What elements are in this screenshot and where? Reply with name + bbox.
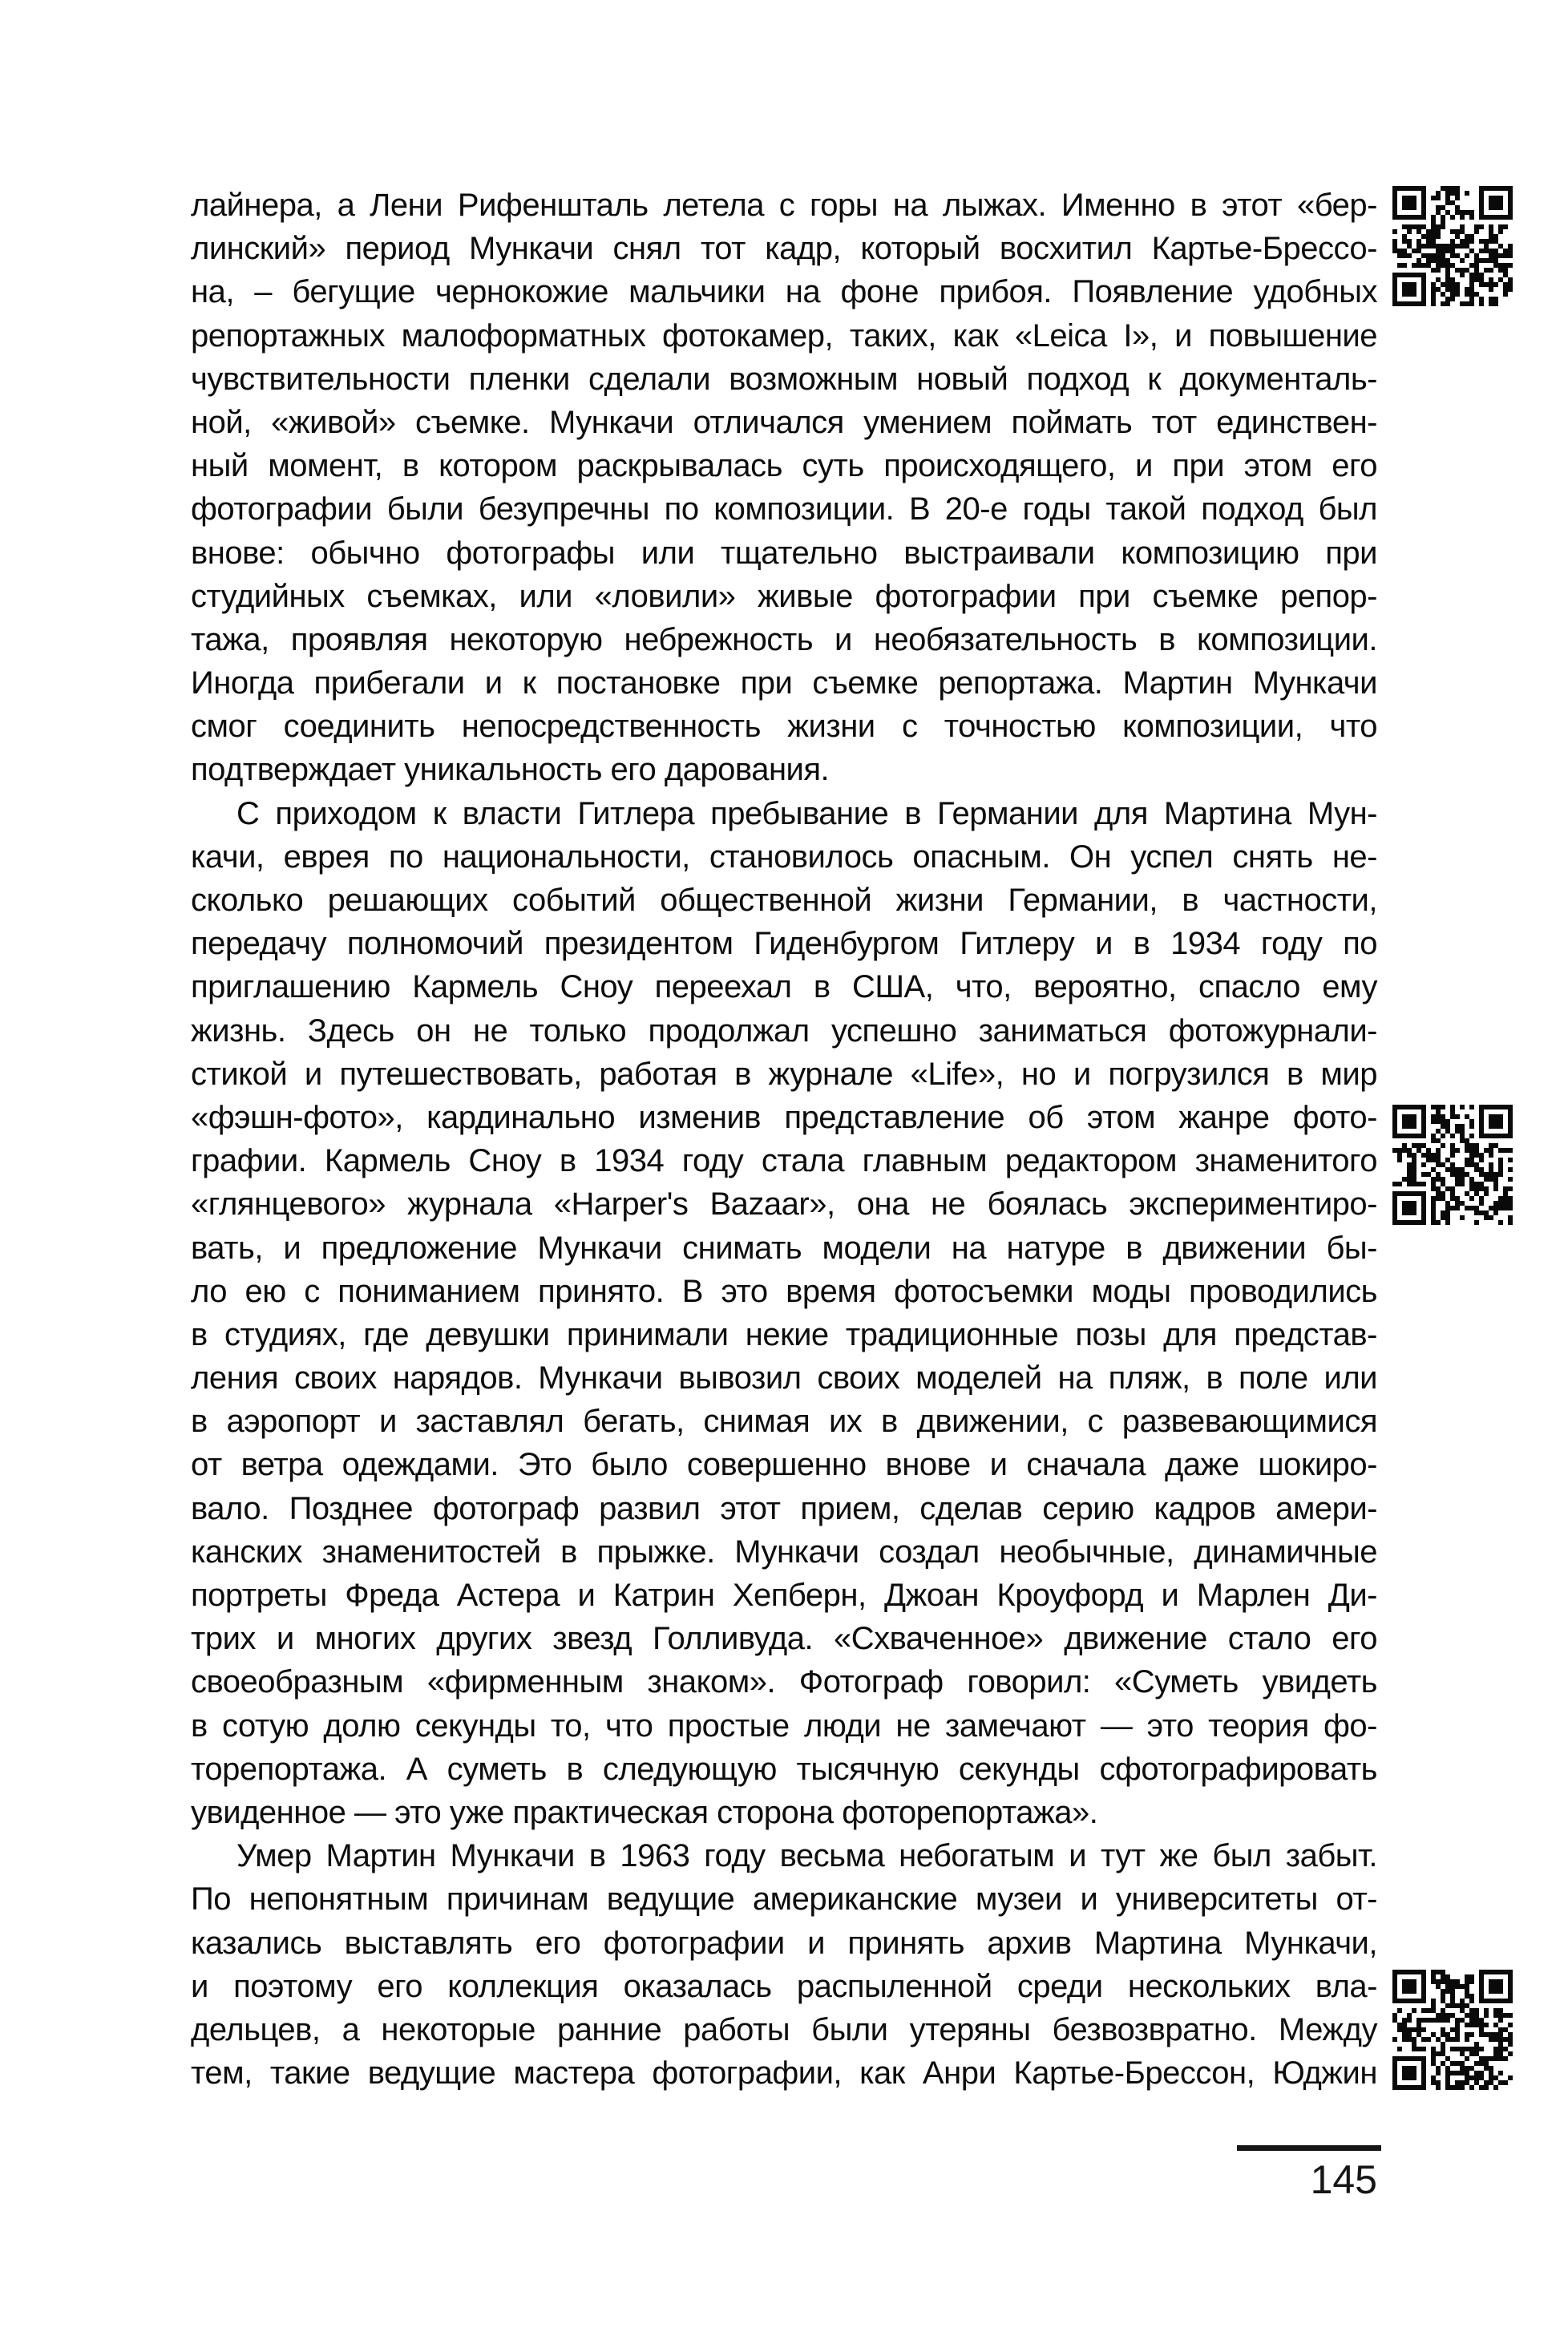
text-line-content: Умер Мартин Мункачи в 1963 году весьма небогатым и тут же был забыт. xyxy=(236,1838,1377,1874)
text-line-content: от ветра одеждами. Это было совершенно внове и сначала даже шокиро- xyxy=(191,1447,1377,1483)
text-line xyxy=(191,2051,1377,2095)
text-line-content: фотографии были безупречны по композиции. В 20-е годы такой подход был xyxy=(191,491,1377,527)
text-line-content: своеобразным «фирменным знаком». Фотограф говорил: «Суметь увидеть xyxy=(191,1664,1377,1700)
text-line xyxy=(191,575,1377,618)
text-line xyxy=(191,270,1377,313)
text-line xyxy=(191,661,1377,705)
text-line-content: графии. Кармель Сноу в 1934 году стала главным редактором знаменитого xyxy=(191,1143,1377,1179)
text-line xyxy=(191,358,1377,401)
text-line-content: в студиях, где девушки принимали некие традиционные позы для представ- xyxy=(191,1316,1377,1352)
text-line-content: «глянцевого» журнала «Harper's Bazaar», она не боялась экспериментиро- xyxy=(191,1186,1377,1223)
text-line xyxy=(191,531,1377,575)
text-line-content: ления своих нарядов. Мункачи вывозил своих моделей на пляж, в поле или xyxy=(191,1360,1377,1396)
text-line-content: жизнь. Здесь он не только продолжал успешно заниматься фотожурнали- xyxy=(191,1012,1377,1049)
text-line xyxy=(191,1617,1377,1660)
text-line xyxy=(191,1748,1377,1791)
text-line xyxy=(191,1313,1377,1356)
text-line xyxy=(191,1704,1377,1748)
text-line xyxy=(191,1922,1377,1965)
text-line-content: и поэтому его коллекция оказалась распыленной среди нескольких вла- xyxy=(191,1968,1377,2004)
text-line xyxy=(191,1877,1377,1921)
text-line-content: передачу полномочий президентом Гиденбургом Гитлеру и в 1934 году по xyxy=(191,926,1377,962)
text-line-content: в сотую долю секунды то, что простые люди не замечают — это теория фо- xyxy=(191,1708,1377,1744)
text-line-content: качи, еврея по национальности, становилось опасным. Он успел снять не- xyxy=(191,839,1377,875)
text-line-content: в аэропорт и заставлял бегать, снимая их в движении, с развевающимися xyxy=(191,1404,1377,1440)
text-line-content: ный момент, в котором раскрывалась суть происходящего, и при этом его xyxy=(191,448,1377,484)
text-line-content: портреты Фреда Астера и Катрин Хепберн, Джоан Кроуфорд и Марлен Ди- xyxy=(191,1578,1377,1613)
text-line xyxy=(191,1965,1377,2008)
text-line xyxy=(191,1574,1377,1617)
text-line-content: внове: обычно фотографы или тщательно выстраивали композицию при xyxy=(191,535,1377,571)
text-line-content: смог соединить непосредственность жизни с точностью композиции, что xyxy=(191,709,1377,745)
text-line xyxy=(191,2008,1377,2051)
text-line-content: репортажных малоформатных фотокамер, таких, как «Leica I», и повышение xyxy=(191,317,1377,354)
text-line-content: ной, «живой» съемке. Мункачи отличался умением поймать тот единствен- xyxy=(191,404,1377,440)
text-line xyxy=(191,748,1377,791)
text-line-content: студийных съемках, или «ловили» живые фотографии при съемке репор- xyxy=(191,578,1377,614)
text-line xyxy=(191,1139,1377,1182)
text-line-content: С приходом к власти Гитлера пребывание в Германии для Мартина Мун- xyxy=(236,795,1377,831)
qr-code-middle xyxy=(1392,1105,1513,1225)
text-line xyxy=(191,1660,1377,1704)
text-line xyxy=(191,1487,1377,1530)
text-line-content: казались выставлять его фотографии и принять архив Мартина Мункачи, xyxy=(191,1925,1377,1961)
text-line-content: приглашению Кармель Сноу переехал в США, что, вероятно, спасло ему xyxy=(191,969,1377,1005)
text-line-content: сколько решающих событий общественной жизни Германии, в частности, xyxy=(191,883,1377,918)
text-line-content: чувствительности пленки сделали возможным новый подход к документаль- xyxy=(191,361,1377,397)
text-line-content: ло ею с пониманием принято. В это время фотосъемки моды проводились xyxy=(191,1273,1377,1309)
text-line xyxy=(191,1530,1377,1574)
text-line-content: торепортажа. А суметь в следующую тысячную секунды сфотографировать xyxy=(191,1751,1377,1787)
page-text xyxy=(191,184,1377,2095)
text-line xyxy=(191,965,1377,1008)
text-line-content: По непонятным причинам ведущие американские музеи и университеты от- xyxy=(191,1881,1377,1918)
text-line xyxy=(191,487,1377,531)
text-line xyxy=(191,1834,1377,1877)
text-line xyxy=(191,314,1377,358)
text-line-content: лайнера, а Лени Рифеншталь летела с горы на лыжах. Именно в этот «бер- xyxy=(191,188,1377,223)
text-line xyxy=(191,1443,1377,1486)
text-line xyxy=(191,1009,1377,1053)
text-line-content: вало. Позднее фотограф развил этот прием, сделав серию кадров амери- xyxy=(191,1490,1377,1526)
text-line xyxy=(191,1356,1377,1400)
text-line xyxy=(191,922,1377,965)
text-line-content: трих и многих других звезд Голливуда. «Схваченное» движение стало его xyxy=(191,1621,1377,1657)
text-line xyxy=(191,1053,1377,1096)
text-line-content: дельцев, а некоторые ранние работы были утеряны безвозвратно. Между xyxy=(191,2011,1377,2047)
text-line xyxy=(191,705,1377,748)
page-number: 145 xyxy=(1310,2157,1377,2202)
text-line xyxy=(191,1400,1377,1443)
text-line-content: тажа, проявляя некоторую небрежность и необязательность в композиции. xyxy=(191,621,1377,657)
text-line xyxy=(191,1227,1377,1270)
text-line-content: подтверждает уникальность его дарования. xyxy=(191,752,830,788)
text-line-content: «фэшн-фото», кардинально изменив представление об этом жанре фото- xyxy=(191,1099,1377,1135)
footer-rule xyxy=(1237,2145,1381,2151)
text-line xyxy=(191,227,1377,270)
text-line xyxy=(191,1182,1377,1226)
text-line xyxy=(191,444,1377,487)
text-line-content: линский» период Мункачи снял тот кадр, который восхитил Картье-Брессо- xyxy=(191,231,1377,267)
text-line xyxy=(191,835,1377,879)
text-line-content: тем, такие ведущие мастера фотографии, как Анри Картье-Брессон, Юджин xyxy=(191,2055,1377,2092)
text-line xyxy=(191,792,1377,835)
text-line-content: канских знаменитостей в прыжке. Мункачи создал необычные, динамичные xyxy=(191,1534,1377,1570)
text-line xyxy=(191,1791,1377,1834)
text-line-content: на, – бегущие чернокожие мальчики на фоне прибоя. Появление удобных xyxy=(191,274,1377,310)
text-line-content: Иногда прибегали и к постановке при съемке репортажа. Мартин Мункачи xyxy=(191,665,1377,701)
text-line xyxy=(191,1270,1377,1313)
text-line xyxy=(191,184,1377,227)
qr-code-top xyxy=(1392,186,1513,306)
text-line xyxy=(191,401,1377,444)
text-line-content: стикой и путешествовать, работая в журнале «Life», но и погрузился в мир xyxy=(191,1056,1377,1092)
qr-code-bottom xyxy=(1392,1970,1513,2090)
text-line xyxy=(191,618,1377,661)
text-line-content: увиденное — это уже практическая сторона фоторепортажа». xyxy=(191,1794,1098,1830)
text-line xyxy=(191,879,1377,922)
text-line xyxy=(191,1096,1377,1139)
text-line-content: вать, и предложение Мункачи снимать модели на натуре в движении бы- xyxy=(191,1230,1377,1266)
